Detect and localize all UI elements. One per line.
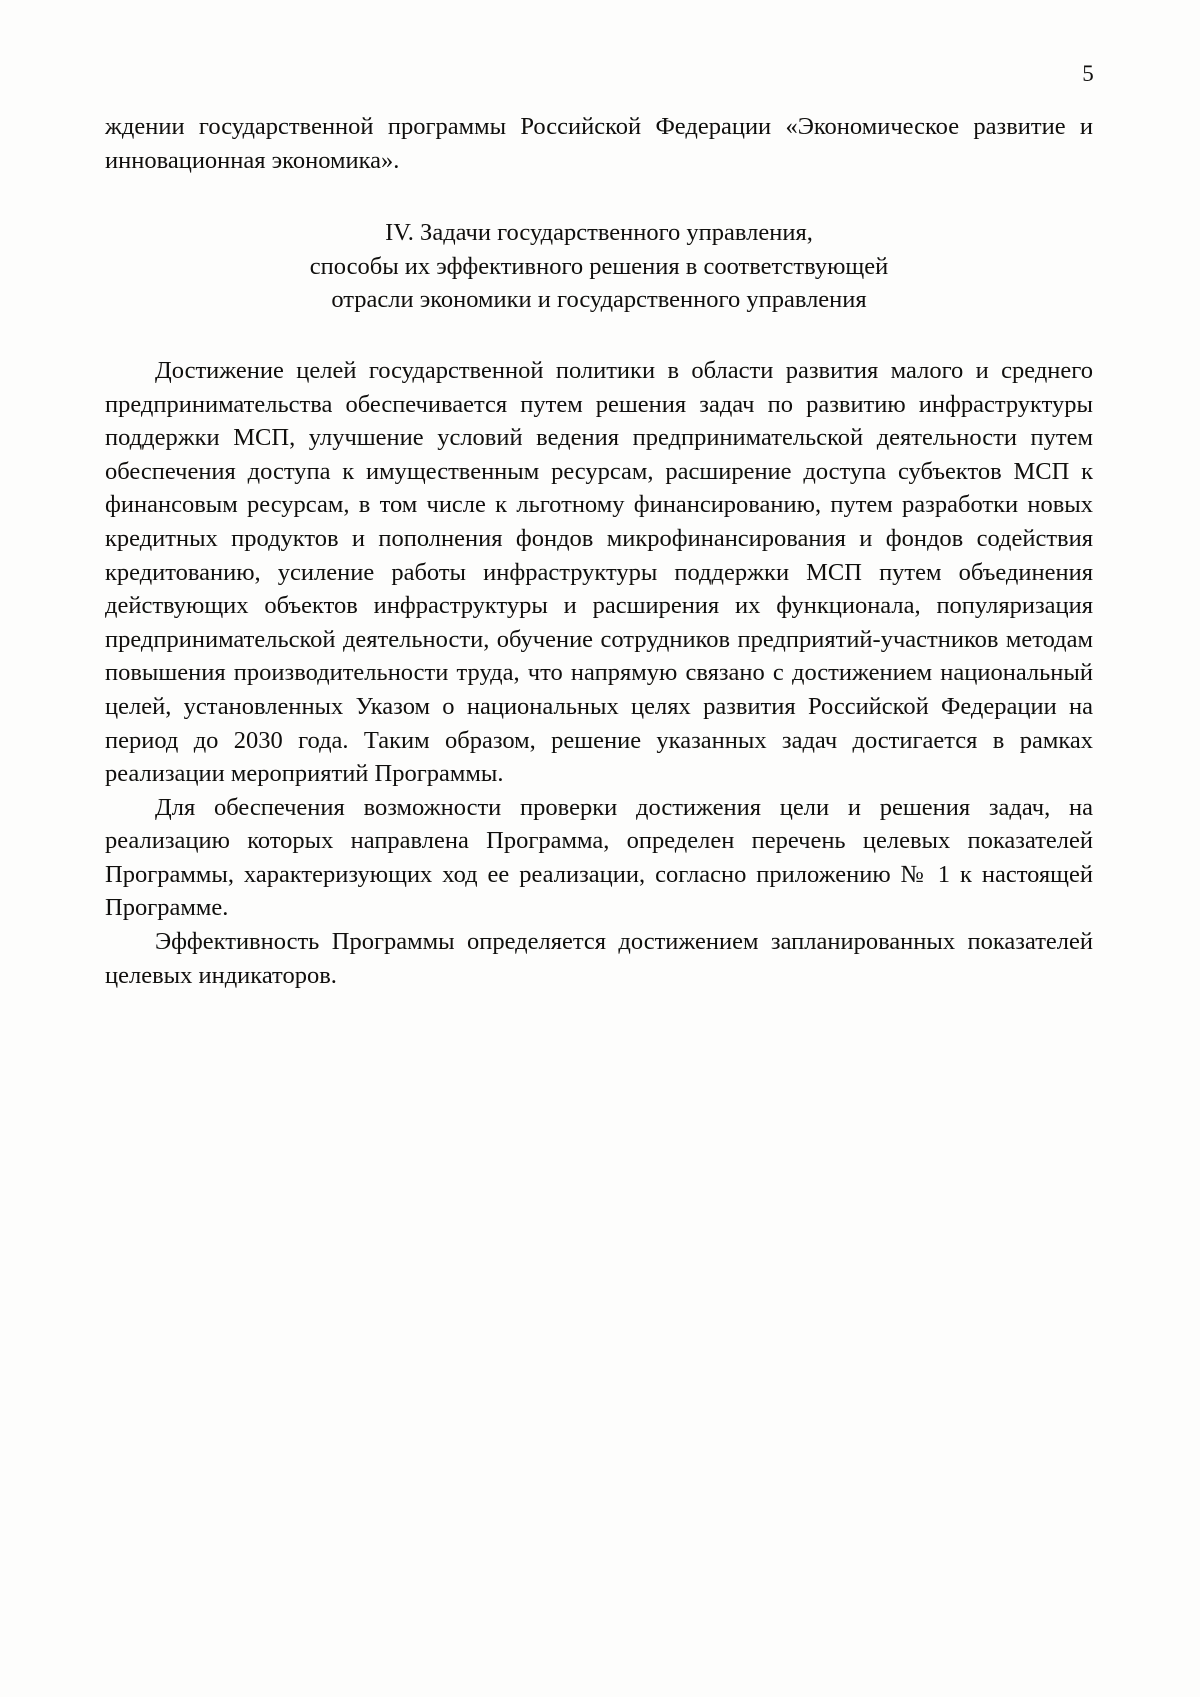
section-heading-line-3: отрасли экономики и государственного управления <box>331 286 867 314</box>
continued-paragraph: ждении государственной программы Российской Федерации «Экономическое развитие и инновационная экономика». <box>105 113 1093 174</box>
body-paragraph-3: Эффективность Программы определяется достижением запланированных показателей целевых индикаторов. <box>105 928 1093 989</box>
body-paragraph-2: Для обеспечения возможности проверки достижения цели и решения задач, на реализацию которых направлена Программа, определен перечень целевых показателей Программы, характеризующих ход ее реализации, согласно приложению № 1 к настоящей Программе. <box>105 793 1093 922</box>
section-heading <box>105 216 1093 317</box>
section-heading-line-1: IV. Задачи государственного управления, <box>385 219 813 247</box>
body-paragraph-1: Достижение целей государственной политики в области развития малого и среднего предпринимательства обеспечивается путем решения задач по развитию инфраструктуры поддержки МСП, улучшение условий ведения предпринимательской деятельности путем обеспечения доступа к имущественным ресурсам, расширение доступа субъектов МСП к финансовым ресурсам, в том числе к льготному финансированию, путем разработки новых кредитных продуктов и пополнения фондов микрофинансирования и фондов содействия кредитованию, усиление работы инфраструктуры поддержки МСП путем объединения действующих объектов инфраструктуры и расширения их функционала, популяризация предпринимательской деятельности, обучение сотрудников предприятий-участников методам повышения производительности труда, что напрямую связано с достижением национальный целей, установленных Указом о национальных целях развития Российской Федерации на период до 2030 года. Таким образом, решение указанных задач достигается в рамках реализации мероприятий Программы. <box>105 356 1093 788</box>
page-content <box>105 110 1093 992</box>
section-heading-line-2: способы их эффективного решения в соответствующей <box>309 252 889 280</box>
page-number: 5 <box>1082 61 1094 86</box>
